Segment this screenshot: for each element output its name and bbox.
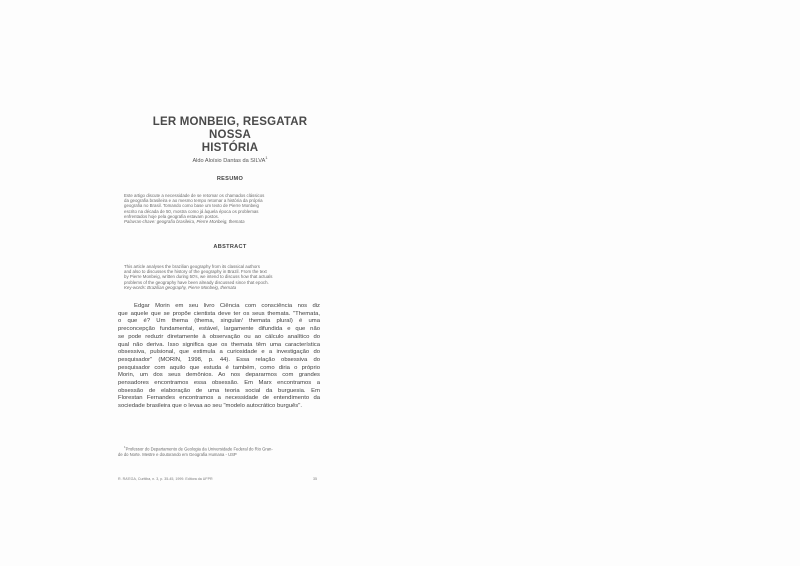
body-line: Morin, um dos seus demônios. Ao nos depararmos com grandes xyxy=(118,372,320,379)
abstract-keywords: Key-words: Brazilian geography, Pierre Monbeig, themata xyxy=(124,284,237,290)
body-line: pesquisador" (MORIN, 1998, p. 44). Essa relação obsessiva do xyxy=(118,356,320,363)
author-footnote-mark: 1 xyxy=(265,155,268,160)
abstract-heading: ABSTRACT xyxy=(213,244,247,250)
resumo-line: geografia no Brasil. Tomando como base um texto de Pierre Monbeig xyxy=(124,203,259,209)
footnote xyxy=(118,445,318,457)
author-name: Aldo Aloísio Dantas da SILVA xyxy=(192,157,266,164)
resumo-line: escrito na década de 50, mostra como já àquela época os problemas xyxy=(124,208,259,214)
body-line: pesquisador com aquilo que estuda é também, como diria o próprio xyxy=(118,364,320,371)
body-line: que aquele que se propõe cientista deve ter os seus themata. "Themata, xyxy=(118,310,320,317)
body-line: sociedade brasileira que o levaa ao seu "modelo autocrático burguês". xyxy=(118,403,302,410)
abstract-line: This article analyses the brazilian geography from its classical authors xyxy=(124,264,260,269)
body-line: se pode reduzir diretamente à observação ou ao cálculo analítico do xyxy=(118,333,320,340)
abstract-line: problems of the geography have been already discussed since that epoch. xyxy=(124,279,269,285)
footer-citation: R. RA'EGA, Curitiba, n. 3, p. 35-45, 1999. Editora da UFPR xyxy=(118,477,213,481)
footnote-mark: 1 xyxy=(124,445,126,449)
title-line: HISTÓRIA xyxy=(201,142,259,154)
body-line: qual não deriva. Isso significa que os themata têm uma característica xyxy=(118,341,320,348)
resumo-text xyxy=(124,193,316,224)
resumo-heading: RESUMO xyxy=(216,176,244,182)
body-line: obsessão de elaboração de uma teoria social da burguesia. Em xyxy=(118,387,320,394)
body-line: Florestan Fernandes encontramos a necessidade de entendimento da xyxy=(118,395,320,402)
page-number: 35 xyxy=(313,477,317,481)
resumo-line: Este artigo discute a necessidade de se retomar os chamados clássicos xyxy=(124,193,265,198)
footnote-line: de do Norte. Mestre e doutorando em Geografia Humana - USP xyxy=(118,451,237,457)
body-line: Edgar Morin em seu livro Ciência com consciência nos diz xyxy=(134,303,320,309)
body-line: preconcepção fundamental, estável, largamente difundida e que não xyxy=(118,326,320,333)
resumo-line: enfrentados hoje pela geografia estavam postos. xyxy=(124,213,219,219)
resumo-line: da geografia brasileira e ao mesmo tempo retomar a história da própria xyxy=(124,198,263,204)
article-title xyxy=(140,116,320,155)
body-paragraph xyxy=(118,303,320,411)
author-line xyxy=(140,155,320,164)
abstract-line: by Pierre Monbeig, written during 50's, we intend to discuss how that actuals xyxy=(124,274,273,280)
body-line: o que é? Um thema (thema, singular/ themata plural) é uma xyxy=(118,318,320,325)
title-line: LER MONBEIG, RESGATAR NOSSA xyxy=(152,116,308,141)
body-line: pensadores encontramos essa obsessão. Em Marx encontramos a xyxy=(118,380,320,387)
footnote-line: Professor do Departamento de Geologia da Universidade Federal do Rio Gran- xyxy=(125,446,273,452)
abstract-line: and also to discusses the history of the geography in Brazil. From the text xyxy=(124,269,267,275)
abstract-text xyxy=(124,264,316,290)
resumo-keywords: Palavras-chave: geografia brasileira, Pierre Monbeig, themata xyxy=(124,219,245,225)
body-line: obsessiva, pulsional, que estimula a curiosidade e a investigação do xyxy=(118,349,320,356)
